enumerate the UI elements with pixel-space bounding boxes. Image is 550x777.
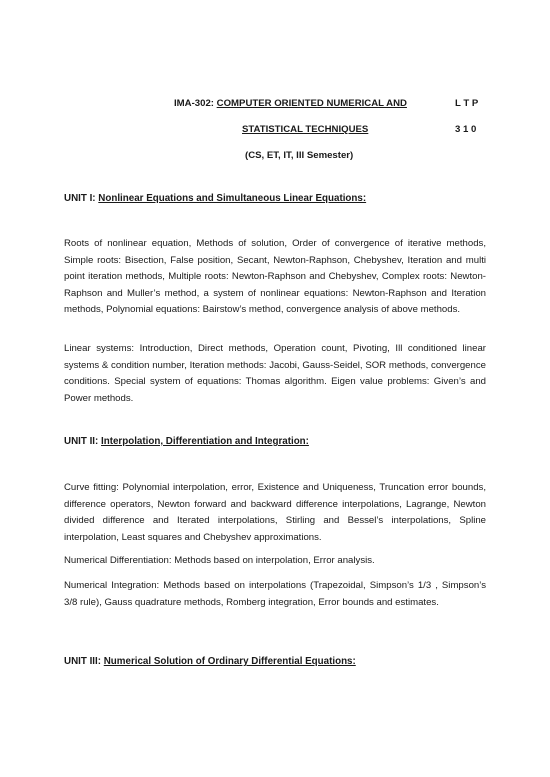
unit-title: Numerical Solution of Ordinary Differential Equations: xyxy=(103,656,356,667)
unit-title: Interpolation, Differentiation and Integration: xyxy=(101,436,309,447)
unit-label: UNIT I: xyxy=(64,193,99,204)
ltp-values: 3 1 0 xyxy=(455,124,477,135)
unit-heading xyxy=(64,436,309,447)
paragraph: Numerical Integration: Methods based on interpolations (Trapezoidal, Simpson’s 1/3 , Simpson’s 3/8 rule), Gauss quadrature methods, Romberg integration, Error bounds and estimates. xyxy=(64,580,486,608)
ltp-label: L T P xyxy=(455,98,479,109)
course-title-line2: STATISTICAL TECHNIQUES xyxy=(242,124,369,135)
unit-label: UNIT II: xyxy=(64,436,102,447)
unit-label: UNIT III: xyxy=(64,656,104,667)
paragraph: Linear systems: Introduction, Direct methods, Operation count, Pivoting, Ill conditioned linear systems & condition number, Iteration methods: Jacobi, Gauss-Seidel, SOR methods, convergence conditions. Special system of equations: Thomas algorithm. Eigen value problems: Given’s and Power methods. xyxy=(64,343,486,404)
course-title: COMPUTER ORIENTED NUMERICAL AND xyxy=(216,98,407,109)
paragraph: Curve fitting: Polynomial interpolation, error, Existence and Uniqueness, Truncation error bounds, difference operators, Newton forward and backward difference interpolations, Lagrange, Newton divided difference and Iterated interpolations, Stirling and Bessel’s interpolations, Spline interpolation, Least squares and Chebyshev approximations. xyxy=(64,482,486,543)
paragraph: Numerical Differentiation: Methods based on interpolation, Error analysis. xyxy=(64,555,375,566)
course-code: IMA-302: xyxy=(174,98,217,109)
unit-title: Nonlinear Equations and Simultaneous Linear Equations: xyxy=(98,193,367,204)
unit-heading xyxy=(64,193,366,204)
paragraph: Roots of nonlinear equation, Methods of solution, Order of convergence of iterative methods, Simple roots: Bisection, False position, Secant, Newton-Raphson, Chebyshev, Iteration and multi point iteration methods, Multiple roots: Newton-Raphson and Chebyshev, Complex roots: Newton-Raphson and Muller’s method, a system of nonlinear equations: Newton-Raphson and Iteration methods, Polynomial equations: Bairstow’s method, convergence analysis of above methods. xyxy=(64,238,486,316)
semester-line: (CS, ET, IT, III Semester) xyxy=(245,150,354,161)
course-title-line1 xyxy=(174,98,407,110)
unit-heading xyxy=(64,656,356,667)
